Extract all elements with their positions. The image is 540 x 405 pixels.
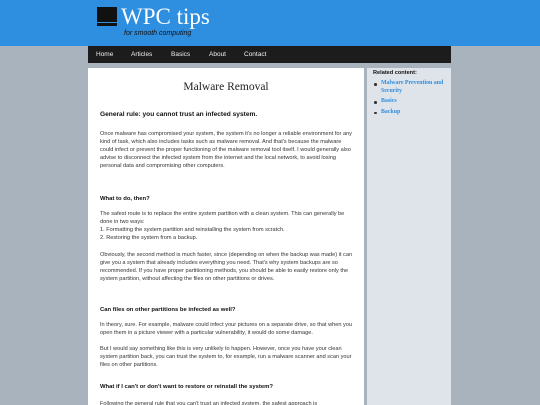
site-tagline: for smooth computing [124, 30, 192, 37]
bullet-icon [374, 101, 377, 104]
related-links [373, 80, 449, 119]
nav-home[interactable]: Home [96, 51, 114, 58]
other-partitions-heading: Can files on other partitions be infected as well? [100, 307, 236, 313]
list-item-format: 1. Formatting the system partition and reinstalling the system from scratch. [100, 227, 285, 233]
what-to-do-heading: What to do, then? [100, 196, 150, 202]
paragraph-intro: Once malware has compromised your system, the system it's no longer a reliable environment for any kind of task, which also includes tasks such as malware removal. And that's because the malware could infect or prevent the proper functioning of the malware removal tool itself. I would generally also advise to disconnect the infected system from the internet and the local network, to avoid losing personal data and compromising other computers. [100, 131, 352, 170]
site-name[interactable]: WPC tips [121, 4, 210, 29]
paragraph-general-rule: Following the general rule that you can't trust an infected system, the safest approach is [100, 401, 318, 405]
paragraph-unlikely: But I would say something like this is very unlikely to happen. However, once you have your clean system partition back, you can trust the system to, for example, run a malware scanner and scan your files on other partitions. [100, 346, 352, 369]
cant-restore-heading: What if I can't or don't want to restore or reinstall the system? [100, 384, 274, 390]
related-link-basics[interactable] [373, 98, 449, 106]
monitor-icon[interactable] [97, 7, 117, 27]
nav-contact[interactable]: Contact [244, 51, 267, 58]
article-content [88, 68, 364, 405]
sidebar-heading: Related content: [373, 70, 417, 76]
general-rule-heading: General rule: you cannot trust an infected system. [100, 111, 258, 118]
sidebar [367, 68, 451, 405]
nav-about[interactable]: About [209, 51, 226, 58]
paragraph-safest-route: The safest route is to replace the entire system partition with a clean system. This can generally be done in two ways: [100, 211, 345, 226]
nav-articles[interactable]: Articles [131, 51, 153, 58]
related-link-backup[interactable] [373, 109, 449, 117]
bullet-icon [374, 83, 377, 86]
paragraph-in-theory: In theory, sure. For example, malware could infect your pictures on a separate drive, so that when you open them in a picture viewer with a particular vulnerability, it would do some damage. [100, 322, 353, 337]
main-nav [88, 46, 451, 63]
related-link-label[interactable]: Backup [381, 108, 401, 115]
related-link-label[interactable]: Basics [381, 98, 397, 105]
bullet-icon [374, 112, 377, 115]
list-item-restore: 2. Restoring the system from a backup. [100, 235, 198, 241]
related-link-label[interactable]: Malware Prevention and Security [381, 80, 444, 94]
paragraph-backup: Obviously, the second method is much faster, since (depending on when the backup was made) it can give you a system that already includes everything you need. That's why system backups are so recommended. If you have proper partitioning methods, you should be able to easily restore only the system partition, without affecting the files on other partitions or drives. [100, 252, 353, 283]
nav-basics[interactable]: Basics [171, 51, 191, 58]
page-title: Malware Removal [183, 81, 269, 93]
site-header [0, 0, 540, 46]
related-link-malware-prevention[interactable] [373, 80, 449, 95]
